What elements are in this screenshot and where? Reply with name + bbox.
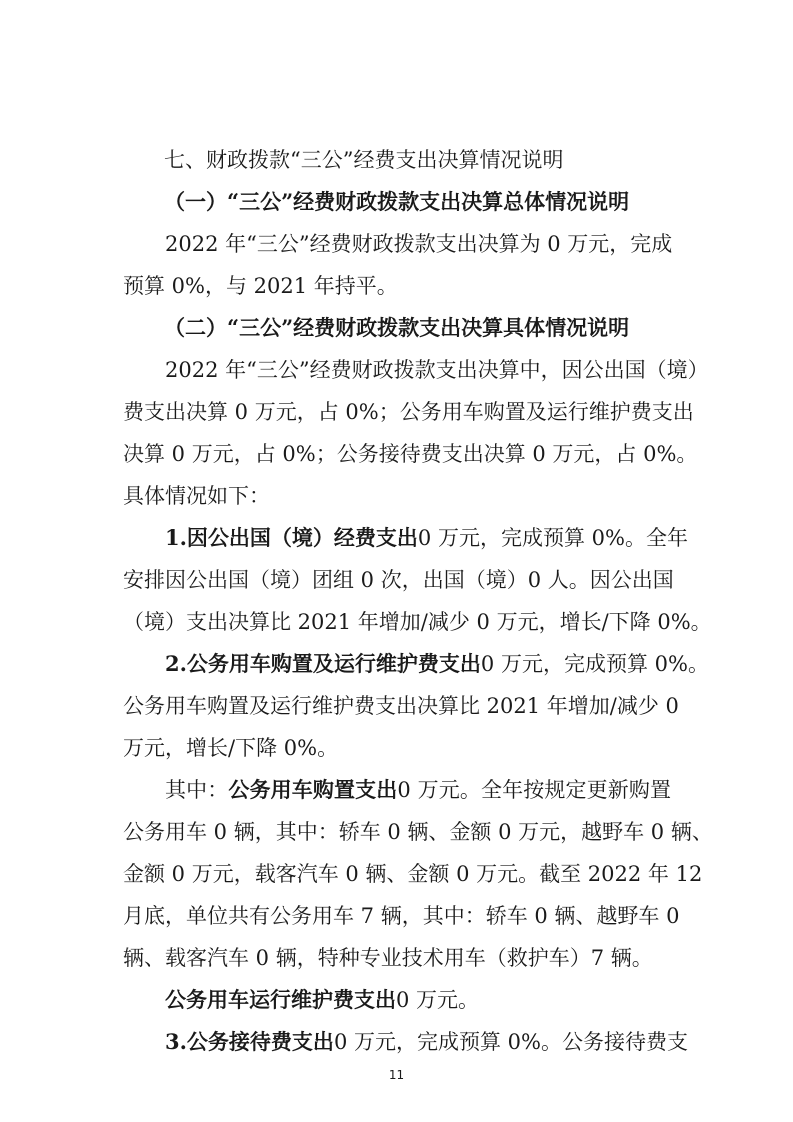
paragraph-line: 具体情况如下： [123,484,270,508]
paragraph-line: 决算 0 万元，占 0%；公务接待费支出决算 0 万元，占 0%。 [123,442,698,466]
maintenance-line [123,986,671,1014]
paragraph-line: 预算 0%，与 2021 年持平。 [123,274,398,298]
item-2-text: 0 万元，完成预算 0%。 [480,652,709,676]
section-title: 七、财政拨款“三公”经费支出决算情况说明 [164,148,564,172]
subsection-2-heading: （二）“三公”经费财政拨款支出决算具体情况说明 [164,315,630,340]
paragraph-line: 费支出决算 0 万元，占 0%；公务用车购置及运行维护费支出 [123,400,694,424]
paragraph-line: 公务用车 0 辆，其中：轿车 0 辆、金额 0 万元，越野车 0 辆、 [123,820,713,844]
paragraph-line: 安排因公出国（境）团组 0 次，出国（境）0 人。因公出国 [123,568,674,592]
paragraph-line: 辆、载客汽车 0 辆，特种专业技术用车（救护车）7 辆。 [123,946,653,970]
purchase-text: 0 万元。全年按规定更新购置 [397,778,671,802]
item-2-first-line [123,650,709,678]
paragraph-line: 公务用车购置及运行维护费支出决算比 2021 年增加/减少 0 [123,694,679,718]
maintenance-label: 公务用车运行维护费支出 [165,987,396,1012]
item-3-text: 0 万元，完成预算 0%。公务接待费支 [333,1030,688,1054]
item-3-first-line [123,1028,688,1056]
purchase-label: 公务用车购置支出 [228,777,398,802]
paragraph-line: 万元，增长/下降 0%。 [123,736,339,760]
maintenance-text: 0 万元。 [396,988,480,1012]
paragraph-line: 金额 0 万元，载客汽车 0 辆、金额 0 万元。截至 2022 年 12 [123,862,703,886]
paragraph-line: 2022 年“三公”经费财政拨款支出决算为 0 万元，完成 [165,232,673,256]
purchase-prefix: 其中： [165,778,229,802]
page-number: 11 [388,1068,405,1082]
item-1-label: 1.因公出国（境）经费支出 [165,525,418,550]
paragraph-line: 2022 年“三公”经费财政拨款支出决算中，因公出国（境） [165,358,709,382]
item-1-text: 0 万元，完成预算 0%。全年 [417,526,688,550]
item-2-label: 2.公务用车购置及运行维护费支出 [165,651,481,676]
item-3-label: 3.公务接待费支出 [165,1029,334,1054]
subsection-1-heading: （一）“三公”经费财政拨款支出决算总体情况说明 [164,189,630,214]
purchase-first-line [123,776,671,804]
paragraph-line: （境）支出决算比 2021 年增加/减少 0 万元，增长/下降 0%。 [123,610,712,634]
paragraph-line: 月底，单位共有公务用车 7 辆，其中：轿车 0 辆、越野车 0 [123,904,680,928]
item-1-first-line [123,524,688,552]
